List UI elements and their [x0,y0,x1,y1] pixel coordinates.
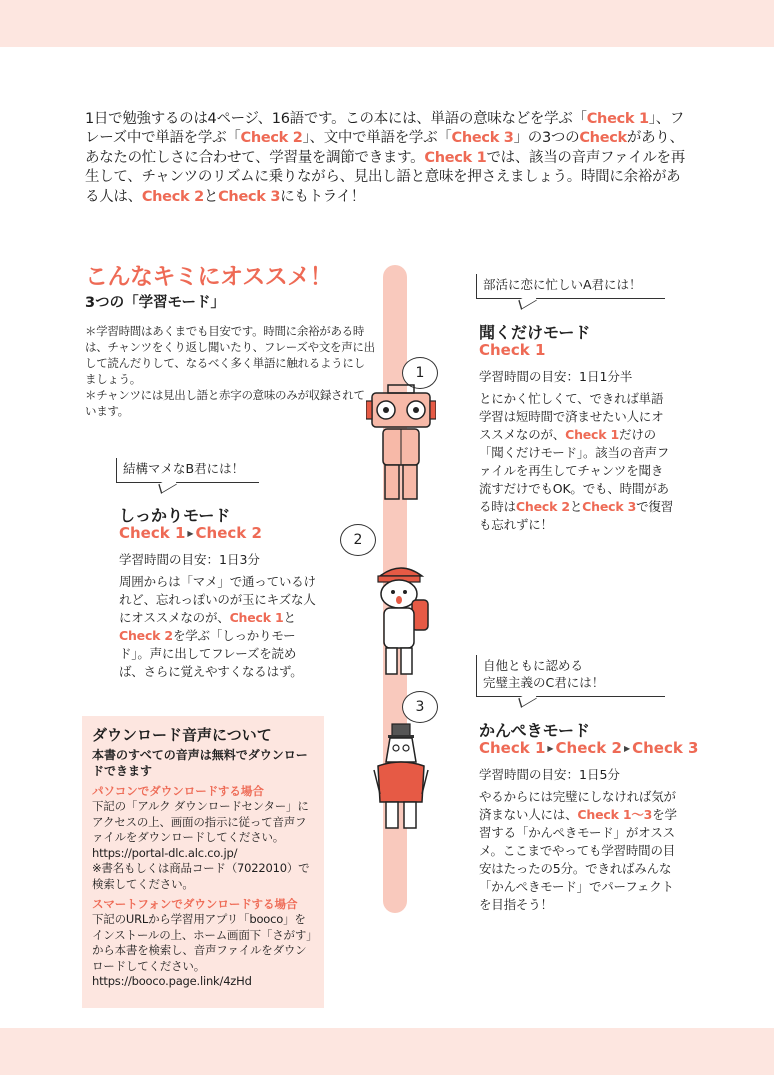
caption-tail [518,291,536,309]
check-1-label: Check 1 [479,341,546,359]
check-3-label: Check 3 [218,188,281,205]
check-2-label: Check 2 [240,130,303,147]
note-study-time: ＊学習時間はあくまでも目安です。時間に余裕がある時は、チャンツをくり返し聞いたり、フレーズや文を声に出して読んだりして、なるべく多く単語に触れるようにしましょう。 [85,324,375,386]
body-text: とにかく忙しくて、できれば単語学習は短時間で済ませたい人にオススメなのが、 [479,391,664,442]
check-2-label: Check 2 [195,524,262,542]
intro-text: があり、あなたの忙しさに合わせて、学習量を調節できます。 [85,130,684,166]
check-1-label: Check 1 [479,739,546,757]
intro-text: では、該当の音声ファイルを再生して、チャンツのリズムに乗りながら、見出し語と意味を押さえましょう。時間に余裕がある人は、 [85,149,685,205]
recommend-subtitle: 3つの「学習モード」 [85,295,226,311]
body-text: やるからには完璧にしなければ気が済まない人には、 [479,789,676,822]
character-c-illustration [368,722,434,830]
check-1-label: Check 1 [565,427,620,442]
mode-1-title: 聞くだけモード [479,323,591,342]
check-range-label: Check 1～3 [577,807,653,822]
check-3-label: Check 3 [451,130,514,147]
mode-3-title: かんぺきモード [479,721,591,740]
check-2-label: Check 2 [555,739,622,757]
persona-b-caption [116,458,259,483]
check-2-label: Check 2 [141,188,204,205]
top-band [0,0,774,47]
persona-a-text: 部活に恋に忙しいA君には！ [483,277,642,292]
pc-download-heading: パソコンでダウンロードする場合 [92,784,264,798]
caption-tail [158,475,176,493]
bottom-band [0,1028,774,1075]
intro-paragraph [85,110,690,207]
persona-b-text: 結構マメなB君には！ [123,461,245,476]
check-1-label: Check 1 [119,524,186,542]
character-a-illustration [366,383,436,501]
mode-3-body [479,788,677,914]
mode-2-title: しっかりモード [119,506,231,525]
check-1-label: Check 1 [586,111,649,127]
download-info-box [82,716,324,1008]
body-text: だけの「聞くだけモード」。該当の音声ファイルを再生してチャンツを聞き流すだけでもOK。でも、時間がある時は [479,427,670,514]
persona-c-caption [476,655,665,697]
check-3-label: Check 3 [632,739,699,757]
body-text: と [569,499,583,514]
body-text: と [283,610,296,625]
recommend-title: こんなキミにオススメ！ [85,264,333,290]
sp-download-text: 下記のURLから学習用アプリ「booco」をインストールの上、ホーム画面下「さがす」から本書を検索し、音声ファイルをダウンロードしてください。 [92,912,312,973]
download-subtitle: 本書のすべての音声は無料でダウンロードできます [92,748,308,778]
mode-2-time: 学習時間の目安：1日3分 [119,552,260,567]
note-chants: ＊チャンツには見出し語と赤字の意味のみが収録されています。 [85,388,365,418]
mode-1-body [479,390,675,534]
check-1-label: Check 1 [229,610,284,625]
check-2-label: Check 2 [119,628,173,643]
intro-text: 」、文中で単語を学ぶ「 [302,130,452,147]
body-text: を学ぶ「しっかりモード」。声に出してフレーズを読めば、さらに覚えやすくなるはず。 [119,628,303,679]
sp-download-heading: スマートフォンでダウンロードする場合 [92,897,298,911]
intro-text: 1日で勉強するのは4ページ、16語です。この本には、単語の意味などを学ぶ「 [85,111,587,127]
persona-c-text: 完璧主義のC君には！ [483,675,605,690]
arrow-right-icon: ▶ [547,744,554,753]
mode-3-number-bubble: 3 [402,691,438,723]
mode-3-checks [479,739,698,757]
mode-2-body [119,573,317,681]
sp-download-url[interactable]: https://booco.page.link/4zHd [92,974,252,988]
check-2-label: Check 2 [515,499,570,514]
intro-text: と [203,188,219,205]
body-text: で復習も忘れずに！ [479,499,673,532]
character-b-illustration [366,556,436,676]
mode-3-time: 学習時間の目安：1日5分 [479,767,620,782]
recommend-notes [85,323,375,419]
persona-c-text: 自他ともに認める [483,658,584,673]
arrow-right-icon: ▶ [187,529,194,538]
check-1-label: Check 1 [424,149,487,166]
mode-2-checks [119,524,262,542]
pc-download-note: ※書名もしくは商品コード（7022010）で検索してください。 [92,861,310,891]
intro-text: 」、フレーズ中で単語を学ぶ「 [85,111,685,147]
mode-2-number-bubble: 2 [340,524,376,556]
download-title: ダウンロード音声について [92,726,272,744]
mode-1-number-bubble: 1 [402,357,438,389]
mode-1-time: 学習時間の目安：1日1分半 [479,369,633,384]
body-text: 周囲からは「マメ」で通っているけれど、忘れっぽいのが玉にキズな人にオススメなのが、 [119,574,316,625]
intro-text: 」の3つの [513,130,580,147]
check-3-label: Check 3 [582,499,637,514]
body-text: を学習する「かんぺきモード」がオススメ。ここまでやっても学習時間の目安はたったの5分。できればみんな「かんぺきモード」でパーフェクトを目指そう！ [479,807,677,912]
persona-a-caption [476,274,665,299]
pc-download-url[interactable]: https://portal-dlc.alc.co.jp/ [92,845,238,860]
arrow-right-icon: ▶ [623,744,631,753]
pc-download-text: 下記の「アルク ダウンロードセンター」にアクセスの上、画面の指示に従って音声ファイルをダウンロードしてください。 [92,799,309,844]
mode-1-check [479,341,545,359]
check-label: Check [579,130,627,147]
intro-text: にもトライ！ [280,188,365,205]
caption-tail [518,689,536,707]
